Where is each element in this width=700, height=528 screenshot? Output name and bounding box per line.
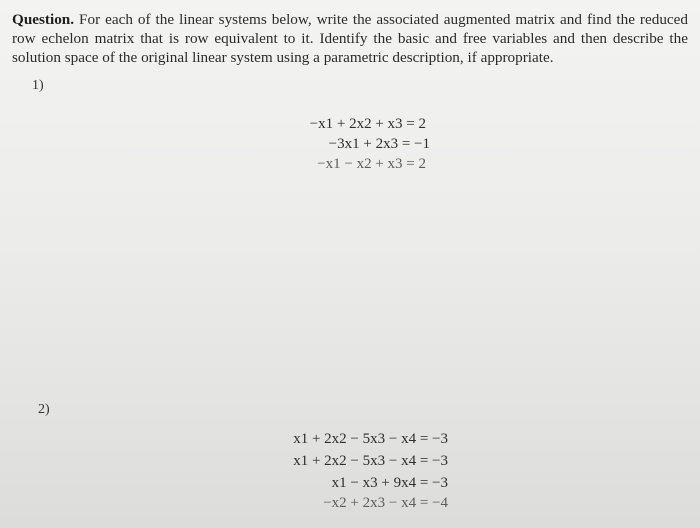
problem-1-system (250, 116, 430, 176)
equation-text: x1 + 2x2 − 5x3 − x4 = −3 (293, 453, 448, 469)
question-body: For each of the linear systems below, write the associated augmented matrix and find the reduced row echelon matrix that is row equivalent to it. Identify the basic and free variables and then describe the solution space of the original linear system using a parametric description, if appropriate. (12, 11, 688, 66)
problem-1-equation-2 (329, 136, 430, 153)
problem-1-equation-3 (317, 156, 426, 173)
equation-text: −x1 + 2x2 + x3 = 2 (309, 116, 426, 132)
problem-1-equation-1 (310, 116, 426, 133)
equation-text: −x1 − x2 + x3 = 2 (317, 156, 426, 172)
equation-text: x1 − x3 + 9x4 = −3 (331, 475, 448, 491)
question-text (12, 10, 688, 67)
problem-2-equation-4 (323, 495, 448, 512)
equation-text: −x2 + 2x3 − x4 = −4 (323, 495, 448, 511)
problem-2-equation-2 (293, 453, 448, 470)
problem-2-label: 2) (38, 402, 50, 417)
problem-2-equation-1 (293, 431, 448, 448)
problem-2-equation-3 (332, 475, 448, 492)
equation-text: x1 + 2x2 − 5x3 − x4 = −3 (293, 431, 448, 447)
question-heading: Question. (12, 11, 75, 28)
problem-2-system (230, 431, 448, 515)
problem-1-label: 1) (32, 78, 44, 93)
equation-text: −3x1 + 2x3 = −1 (328, 136, 430, 152)
